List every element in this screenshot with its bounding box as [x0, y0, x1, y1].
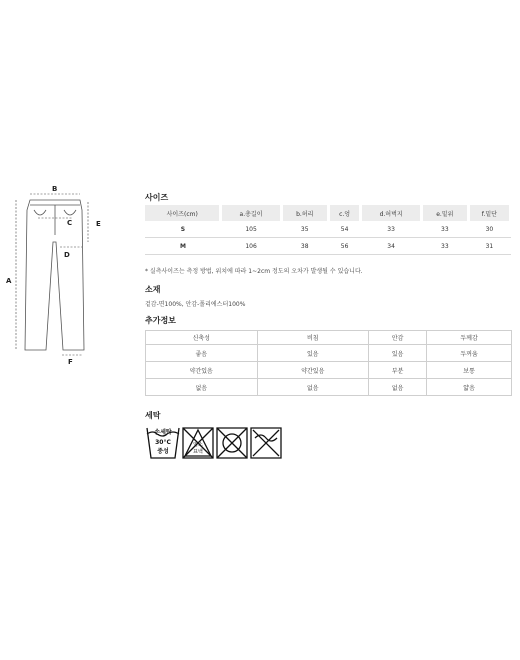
- size-value-cell: 38: [281, 238, 328, 255]
- size-value-cell: 31: [468, 238, 510, 255]
- info-header-cell: 신축성: [146, 331, 258, 345]
- material-text: 겉감-면100%, 안감-폴리에스터100%: [145, 301, 246, 308]
- label-c: C: [67, 219, 73, 227]
- size-value-cell: 54: [328, 221, 361, 238]
- label-b: B: [52, 185, 58, 193]
- extra-info-section-title: 추가정보: [145, 316, 176, 325]
- info-cell: 있음: [257, 345, 369, 362]
- pants-outline: [25, 200, 84, 350]
- size-value-cell: 56: [328, 238, 361, 255]
- size-header-cell: c.엉: [328, 205, 361, 221]
- label-a: A: [6, 277, 12, 285]
- size-section-title: 사이즈: [145, 193, 169, 202]
- extra-info-table: [145, 330, 512, 396]
- size-value-cell: 106: [221, 238, 281, 255]
- hand-wash-icon: [147, 428, 179, 458]
- size-header-cell: e.밑위: [421, 205, 468, 221]
- info-cell: 좋음: [146, 345, 258, 362]
- care-icons: [145, 424, 285, 464]
- bleach-label-2: 표백: [193, 449, 203, 455]
- size-value-cell: 33: [421, 221, 468, 238]
- size-value-cell: 30: [468, 221, 510, 238]
- size-note: * 실측사이즈는 측정 방법, 위치에 따라 1~2cm 정도의 오차가 발생될 수 있습니다.: [145, 268, 363, 275]
- info-cell: 두꺼움: [427, 345, 512, 362]
- info-cell: 없음: [146, 379, 258, 396]
- size-label-cell: S: [145, 221, 221, 238]
- size-table: [145, 205, 512, 255]
- info-header-cell: 두께감: [427, 331, 512, 345]
- no-dry-clean-icon: [251, 428, 281, 458]
- material-section-title: 소재: [145, 285, 161, 294]
- no-bleach-icon: [183, 428, 213, 458]
- washing-section-title: 세탁: [145, 411, 161, 420]
- hand-wash-label: 손세탁: [154, 429, 172, 436]
- info-header-cell: 안감: [369, 331, 427, 345]
- extra-info-header-row: [146, 331, 512, 345]
- info-cell: 있음: [369, 345, 427, 362]
- label-f: F: [68, 358, 73, 366]
- hand-wash-temp: 30°C: [155, 439, 171, 446]
- size-table-header-row: [145, 205, 511, 221]
- no-tumble-dry-icon: [217, 428, 247, 458]
- hand-wash-neutral: 중성: [157, 448, 169, 455]
- label-d: D: [64, 251, 70, 259]
- bleach-label-1: 염소: [193, 442, 203, 448]
- size-value-cell: 105: [221, 221, 281, 238]
- size-header-cell: b.허리: [281, 205, 328, 221]
- size-value-cell: 34: [361, 238, 422, 255]
- size-value-cell: 33: [421, 238, 468, 255]
- info-cell: 없음: [257, 379, 369, 396]
- info-cell: 약간있음: [146, 362, 258, 379]
- table-row: [145, 221, 511, 238]
- size-value-cell: 35: [281, 221, 328, 238]
- info-cell: 얇음: [427, 379, 512, 396]
- table-row: [146, 345, 512, 362]
- pants-measurement-diagram: [0, 180, 130, 370]
- table-row: [146, 362, 512, 379]
- info-cell: 약간있음: [257, 362, 369, 379]
- size-header-cell: a.총길이: [221, 205, 281, 221]
- size-header-cell: d.허벅지: [361, 205, 422, 221]
- size-header-cell: f.밑단: [468, 205, 510, 221]
- size-label-cell: M: [145, 238, 221, 255]
- size-header-cell: 사이즈(cm): [145, 205, 221, 221]
- table-row: [146, 379, 512, 396]
- size-value-cell: 33: [361, 221, 422, 238]
- table-row: [145, 238, 511, 255]
- info-cell: 없음: [369, 379, 427, 396]
- info-cell: 부분: [369, 362, 427, 379]
- label-e: E: [96, 220, 101, 228]
- info-cell: 보통: [427, 362, 512, 379]
- info-header-cell: 비침: [257, 331, 369, 345]
